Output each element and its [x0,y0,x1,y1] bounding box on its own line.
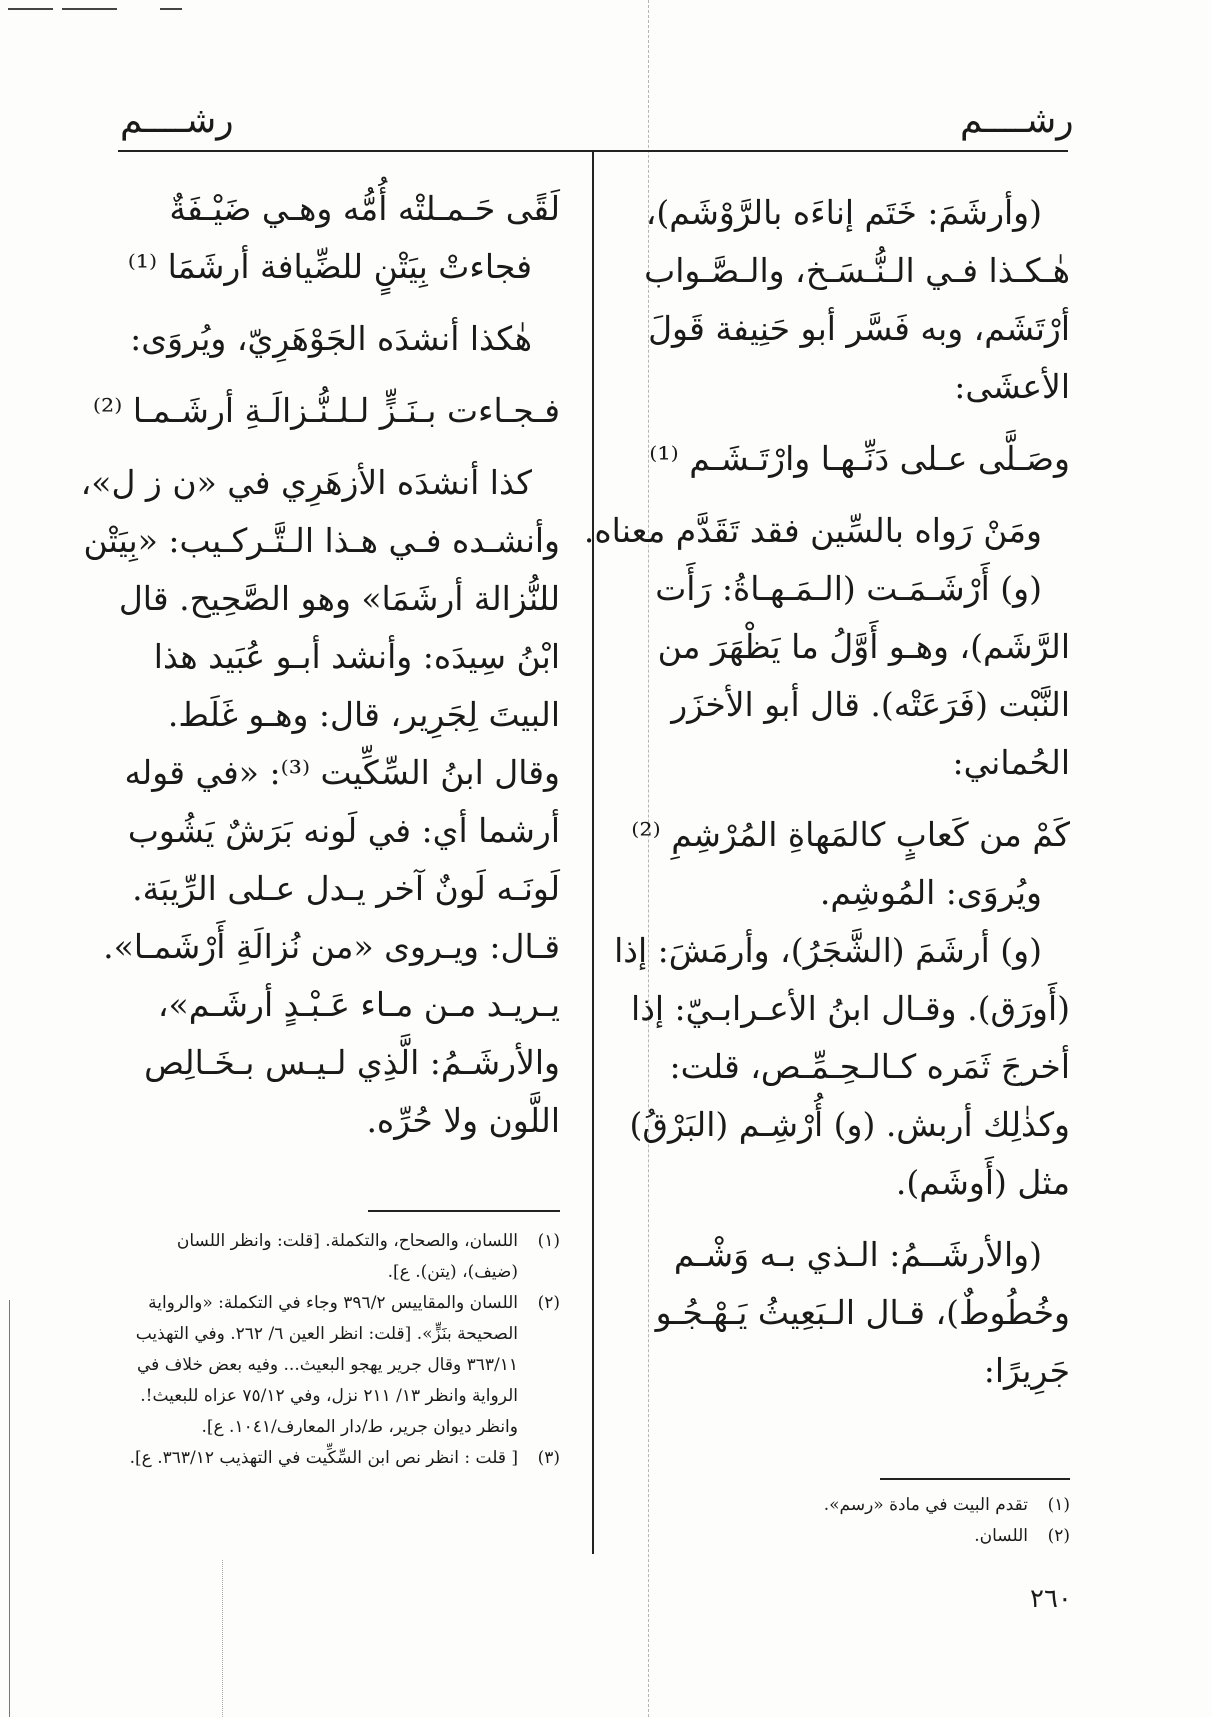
text-line: وصَـلَّى عـلى دَنِّـهـا وارْتَـشَـم ⁽¹⁾ [649,439,1070,478]
text-line: ويُروَى: المُوشِم. [819,873,1042,912]
text-line: أخرجَ ثَمَره كـالـحِـمِّـص، قلت: [669,1047,1070,1086]
text-line: ومَنْ رَواه بالسِّين فقد تَقَدَّم معناه. [583,511,1042,550]
footnote [120,1443,560,1474]
text-line: فـجـاءت بـنَـزٍّ لـلـنُّـزالَـةِ أرشَـمـا ⁽²⁾ [92,391,560,430]
text-line: (والأرشَــمُ: الـذي بـه وَشْـم [673,1235,1042,1274]
running-header-right: رشــــم [960,100,1074,141]
text-line: هٰكذا أنشدَه الجَوْهَرِيّ، ويُروَى: [130,319,532,358]
footnote-number: (٢) [1047,1526,1070,1546]
scan-edge-line [222,1560,223,1717]
text-line: للنُّزالة أرشَمَا» وهو الصَّحِيح. قال [118,579,560,618]
footnote-text: اللسان والمقاييس ٣٩٦/٢ وجاء في التكملة: «والرواية الصحيحة بنَزٍّ». [قلت: انظر العين ٦/ ٢٦٢. وفي التهذيب ٣٦٣/١١ وقال جرير يهجو البعيث... وفيه بعض خلاف في الرواية وانظر ١٣/ ٢١١ نزل، وفي ٧٥/١٢ عزاه للبعيث!. وانظر ديوان جرير، ط/دار المعارف/١٠٤١. ع]. [135,1293,518,1437]
text-line: النَّبْت (فَرَعَتْه). قال أبو الأخزَر [671,685,1070,724]
footnote-rule-right [880,1478,1070,1480]
text-line: (و) أرشَمَ (الشَّجَرُ)، وأرمَشَ: إذا [614,931,1042,970]
text-line: قـال: ويـروى «من نُزالَةِ أَرْشَمـا». [103,927,560,966]
text-line: البيتَ لِجَرِير، قال: وهـو غَلَط. [167,695,560,734]
text-line: كَمْ من كَعابٍ كالمَهاةِ المُرْشِمِ ⁽²⁾ [631,815,1070,854]
right-column [583,184,1070,1400]
text-line: فجاءتْ بِيَتْنٍ للضِّيافة أرشَمَا ⁽¹⁾ [127,247,532,286]
footnote [120,1288,560,1443]
text-line: مثل (أَوشَم). [895,1163,1070,1202]
footnote-number: (٣) [537,1448,560,1468]
scan-mark [62,8,117,10]
text-line: هٰـكـذا فـي الـنُّـسَـخ، والـصَّـواب [644,251,1070,290]
text-line: لَقًى حَـمـلتْه أُمُّه وهـي ضَيْـفَةٌ [169,189,560,228]
running-header-left: رشــــم [120,100,234,141]
text-line: ابْنُ سِيدَه: وأنشد أبـو عُبَيد هذا [153,637,560,676]
text-line: جَرِيرًا: [983,1351,1070,1390]
column-divider [592,152,594,1554]
text-line: الأعشَى: [954,367,1070,406]
footnote-number: (١) [1047,1495,1070,1515]
footnotes-left [120,1226,560,1474]
text-line: الحُماني: [952,743,1070,782]
text-line: أرْتَشَم، وبه فَسَّر أبو حَنِيفة قَولَ [648,309,1070,348]
text-line: (و) أَرْشَـمَـت (الـمَـهـاةُ: رَأَت [655,569,1042,608]
footnote-text: اللسان، والصحاح، والتكملة. [قلت: وانظر اللسان (ضيف)، (يتن). ع]. [176,1231,518,1282]
footnote-rule-left [368,1210,560,1212]
text-line: اللَّون ولا حُرِّه. [366,1101,560,1140]
text-line: الرَّشَم)، وهـو أَوَّلُ ما يَظْهَرَ من [657,627,1070,666]
page-number: ٢٦٠ [1030,1584,1072,1614]
footnotes-right [760,1490,1070,1552]
footnote-number: (١) [537,1231,560,1251]
text-line: كذا أنشدَه الأزهَرِي في «ن ز ل»، [80,463,532,502]
text-line: يـريـد مـن مـاء عَـبْـدٍ أرشَـم»، [157,985,560,1024]
text-line: وقال ابنُ السِّكِّيت ⁽³⁾: «في قوله [124,753,560,792]
text-line: لَونَـه لَونٌ آخر يـدل عـلى الرِّيبَة. [132,869,560,908]
scan-mark [8,8,53,10]
text-line: (أَورَق). وقـال ابنُ الأعـرابـيّ: إذا [631,989,1070,1028]
text-line: وأنشـده فـي هـذا الـتَّـركـيب: «بِيَتْن [83,521,560,560]
footnote [760,1521,1070,1552]
footnote-text: [ قلت : انظر نص ابن السِّكِّيت في التهذيب ٣٦٣/١٢. ع]. [129,1448,518,1468]
footnote-text: اللسان. [974,1526,1028,1546]
scan-edge-line [9,1300,10,1717]
footnote [760,1490,1070,1521]
text-line: أرشما أي: في لَونه بَرَشٌ يَشُوب [127,811,560,850]
scan-mark [160,8,182,10]
text-line: (وأرشَمَ: خَتَم إناءَه بالرَّوْشَم)، [645,193,1042,232]
left-column [80,180,560,1150]
footnote [120,1226,560,1288]
text-line: والأرشَـمُ: الَّذِي لـيـس بـخَـالِص [144,1043,560,1082]
footnote-text: تقدم البيت في مادة «رسم». [823,1495,1028,1515]
text-line: وكذٰلِك أربش. (و) أُرْشِـم (البَرْقُ) [629,1105,1070,1144]
text-line: وخُطُوطٌ)، قـال الـبَعِيثُ يَـهْـجُـو [655,1293,1070,1332]
footnote-number: (٢) [537,1293,560,1313]
